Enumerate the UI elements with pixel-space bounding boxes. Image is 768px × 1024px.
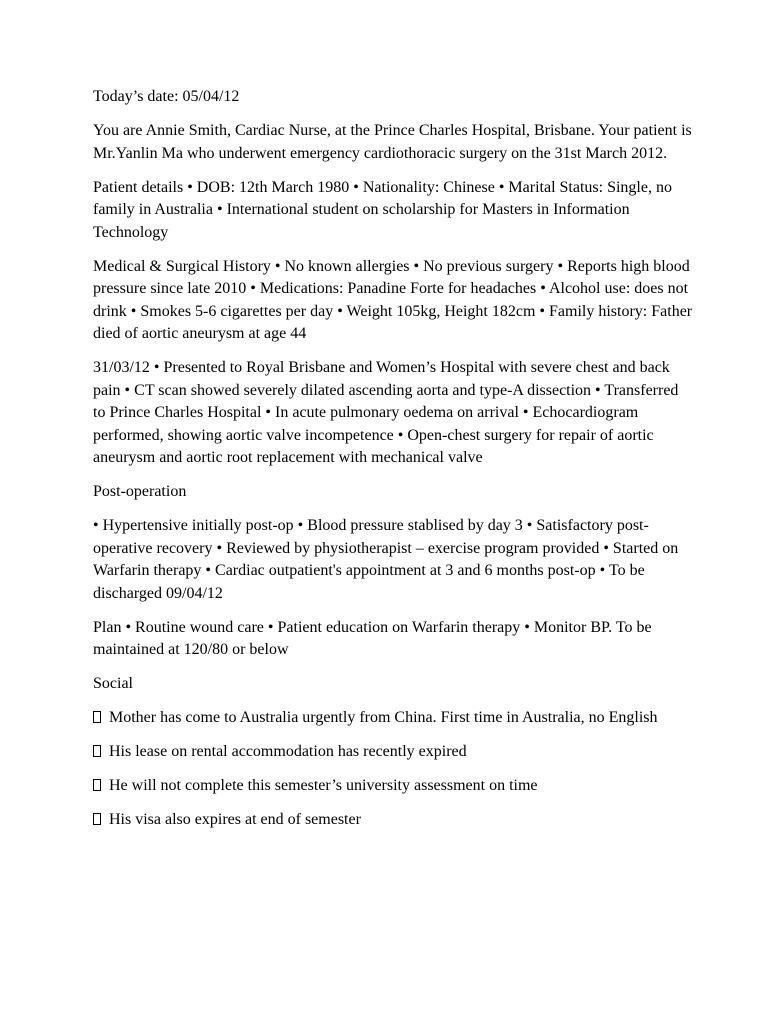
- social-heading: Social: [93, 675, 133, 692]
- social-item-text: He will not complete this semester’s university assessment on time: [109, 777, 538, 794]
- square-bullet-icon: [93, 711, 101, 723]
- patient-details-paragraph: Patient details • DOB: 12th March 1980 • Nationality: Chinese • Marital Status: Single, no family in Australia • International student on scholarship for Masters in Information Technology: [93, 178, 672, 241]
- social-item: [93, 809, 693, 832]
- date-line: Today’s date: 05/04/12: [93, 88, 240, 105]
- social-item-text: His visa also expires at end of semester: [109, 811, 361, 828]
- event-summary-paragraph: 31/03/12 • Presented to Royal Brisbane and Women’s Hospital with severe chest and back pain • CT scan showed severely dilated ascending aorta and type-A dissection • Transferred to Prince Charles Hospital • In acute pulmonary oedema on arrival • Echocardiogram performed, showing aortic valve incompetence • Open-chest surgery for repair of aortic aneurysm and aortic root replacement with mechanical valve: [93, 359, 679, 466]
- social-item: [93, 741, 693, 764]
- square-bullet-icon: [93, 745, 101, 757]
- social-item-text: His lease on rental accommodation has recently expired: [109, 743, 467, 760]
- social-item: [93, 775, 693, 798]
- intro-paragraph: You are Annie Smith, Cardiac Nurse, at the Prince Charles Hospital, Brisbane. Your patient is Mr.Yanlin Ma who underwent emergency cardiothoracic surgery on the 31st March 2012.: [93, 122, 692, 162]
- medical-history-paragraph: Medical & Surgical History • No known allergies • No previous surgery • Reports high blood pressure since late 2010 • Medications: Panadine Forte for headaches • Alcohol use: does not drink • Smokes 5-6 cigarettes per day • Weight 105kg, Height 182cm • Family history: Father died of aortic aneurysm at age 44: [93, 257, 693, 342]
- post-op-paragraph: • Hypertensive initially post-op • Blood pressure stablised by day 3 • Satisfactory post-operative recovery • Reviewed by physiotherapist – exercise program provided • Started on Warfarin therapy • Cardiac outpatient's appointment at 3 and 6 months post-op • To be discharged 09/04/12: [93, 517, 679, 602]
- plan-paragraph: Plan • Routine wound care • Patient education on Warfarin therapy • Monitor BP. To be maintained at 120/80 or below: [93, 618, 652, 658]
- square-bullet-icon: [93, 779, 101, 791]
- square-bullet-icon: [93, 813, 101, 825]
- document-page: [93, 86, 693, 843]
- post-op-heading: Post-operation: [93, 483, 187, 500]
- social-item: [93, 707, 693, 730]
- social-item-text: Mother has come to Australia urgently from China. First time in Australia, no English: [109, 709, 658, 726]
